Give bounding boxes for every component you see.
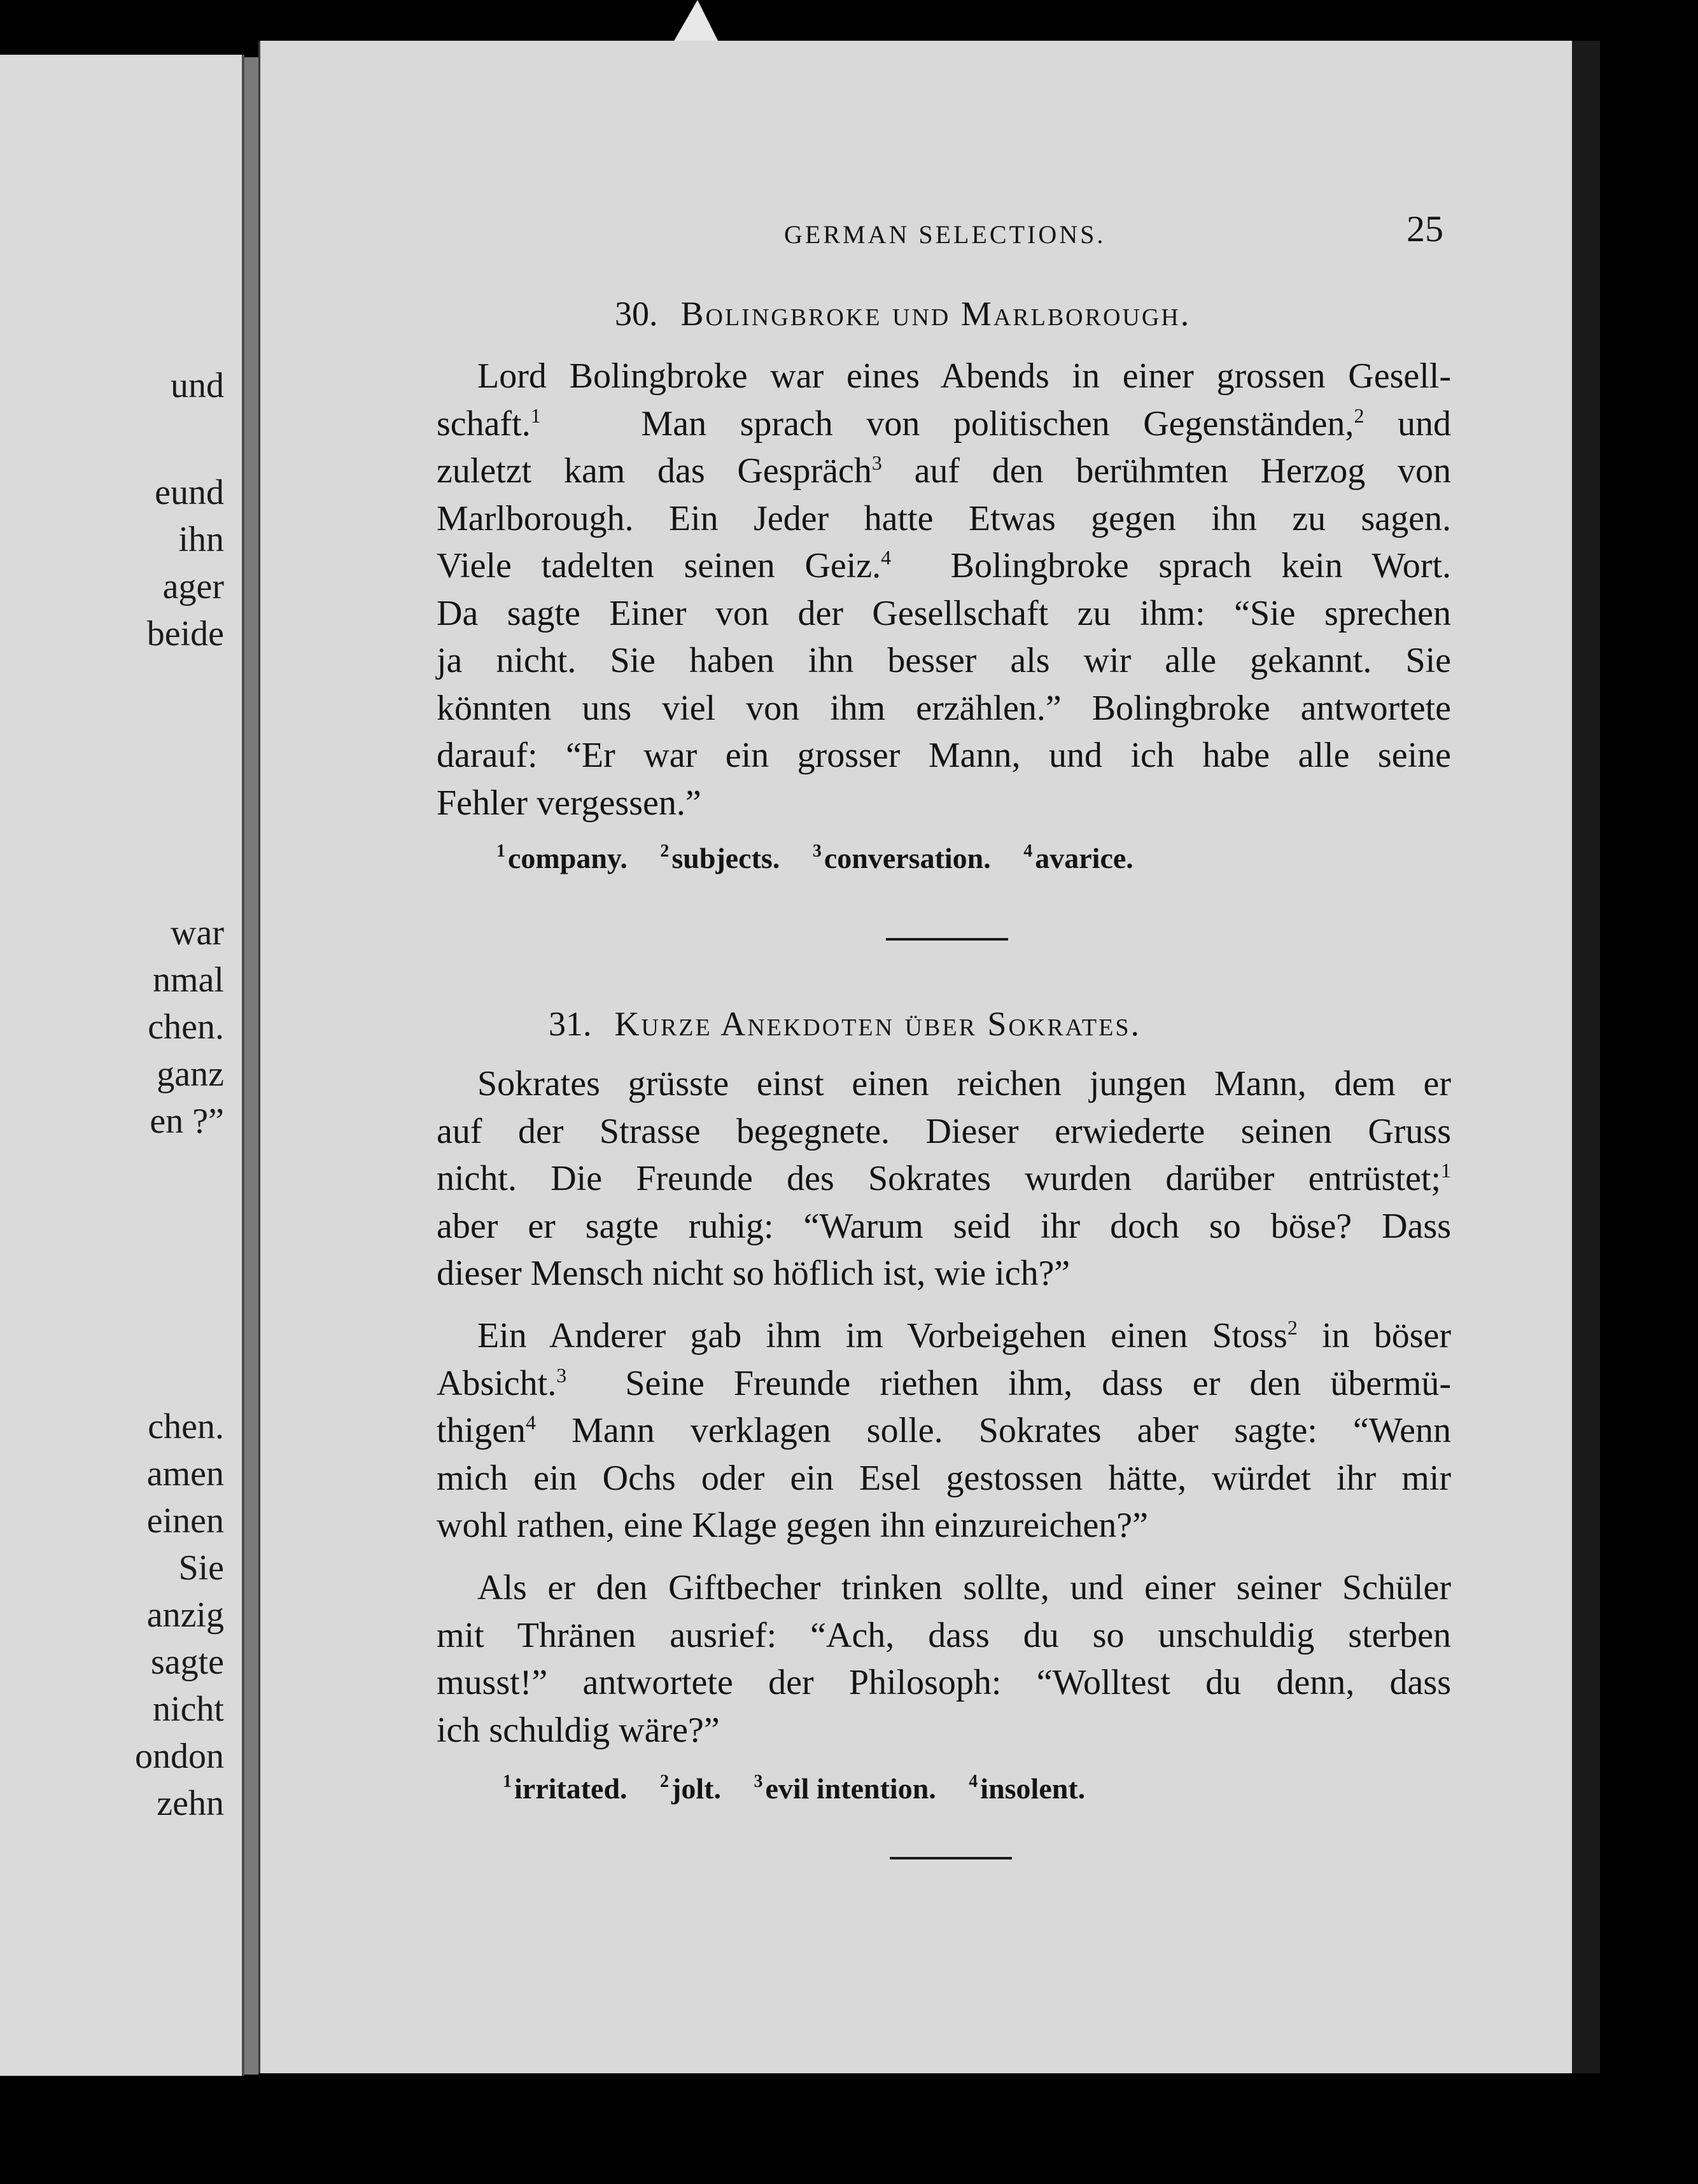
section-31-heading (549, 1004, 1141, 1044)
text-line: zuletzt kam das Gespräch$^3$ auf den berühmten Herzog von (437, 451, 1451, 491)
text-line: könnten uns viel von ihm erzählen.” Bolingbroke antwortete (437, 688, 1451, 728)
left-fragment: Sie (178, 1548, 224, 1588)
footnote: $^3$conversation. (812, 841, 991, 874)
right-page (258, 41, 1576, 2073)
left-fragment: und (171, 366, 224, 405)
text-line: darauf: “Er war ein grosser Mann, und ich habe alle seine (437, 736, 1451, 775)
section-31-paragraph-2 (437, 1312, 1451, 1550)
text-line: Als er den Giftbecher trinken sollte, und einer seiner Schüler (477, 1568, 1451, 1607)
left-fragment: anzig (146, 1595, 224, 1635)
left-fragment: beide (146, 614, 224, 654)
section-31-paragraph-3 (437, 1564, 1451, 1754)
left-fragment: zehn (157, 1784, 224, 1823)
text-line: schaft.$^1$ Man sprach von politischen Gegenständen,$^2$ und (437, 403, 1452, 444)
text-line: mit Thränen ausrief: “Ach, dass du so unschuldig sterben (437, 1615, 1451, 1655)
text-line: ja nicht. Sie haben ihn besser als wir alle gekannt. Sie (437, 641, 1451, 680)
section-31-paragraph-1 (437, 1060, 1451, 1298)
text-line: Absicht.$^3$ Seine Freunde riethen ihm, dass er den übermü- (437, 1363, 1451, 1403)
left-page (0, 55, 244, 2076)
left-fragment: ondon (135, 1737, 224, 1776)
section-30-heading (615, 294, 1191, 333)
left-fragment: ganz (157, 1054, 224, 1094)
left-fragment: nmal (153, 960, 224, 1000)
left-fragment: chen. (148, 1407, 224, 1446)
left-fragment: en ?” (150, 1102, 224, 1141)
footnote: $^1$company. (496, 841, 628, 874)
left-fragment: eund (155, 473, 224, 512)
section-title: Kurze Anekdoten über Sokrates. (614, 1005, 1141, 1043)
left-fragment: sagte (150, 1642, 224, 1682)
text-line: Ein Anderer gab ihm im Vorbeigehen einen Stoss$^2$ in böser (477, 1316, 1451, 1355)
book-gutter (244, 57, 258, 2075)
section-31-footnotes (503, 1772, 1111, 1805)
text-line: ich schuldig wäre?” (437, 1710, 720, 1750)
text-line: thigen$^4$ Mann verklagen solle. Sokrates aber sagte: “Wenn (437, 1411, 1452, 1450)
left-fragment: war (171, 913, 224, 953)
section-30-paragraph (437, 353, 1451, 827)
text-line: dieser Mensch nicht so höflich ist, wie ich?” (437, 1254, 1070, 1293)
section-number: 30. (615, 295, 658, 333)
section-30-footnotes (496, 841, 1159, 875)
end-divider (890, 1857, 1012, 1859)
page-number: 25 (1407, 208, 1443, 249)
section-divider (886, 938, 1008, 941)
footnote: $^3$evil intention. (754, 1772, 936, 1805)
running-title: GERMAN SELECTIONS. (784, 220, 1106, 249)
page-edge-shadow (1572, 41, 1600, 2073)
footnote: $^2$jolt. (660, 1772, 721, 1805)
section-number: 31. (549, 1005, 592, 1043)
text-line: nicht. Die Freunde des Sokrates wurden darüber entrüstet;$^1$ (437, 1159, 1451, 1198)
left-fragment: einen (146, 1501, 224, 1541)
left-fragment: amen (146, 1454, 224, 1494)
left-fragment: chen. (148, 1007, 224, 1047)
text-line: Lord Bolingbroke war eines Abends in einer grossen Gesell- (477, 356, 1451, 396)
text-line: musst!” antwortete der Philosoph: “Wolltest du denn, dass (437, 1663, 1451, 1702)
text-line: auf der Strasse begegnete. Dieser erwiederte seinen Gruss (437, 1111, 1451, 1151)
text-line: Viele tadelten seinen Geiz.$^4$ Bolingbroke sprach kein Wort. (437, 546, 1452, 585)
left-fragment: ager (162, 567, 224, 606)
text-line: mich ein Ochs oder ein Esel gestossen hätte, würdet ihr mir (437, 1458, 1451, 1498)
footnote: $^4$avarice. (1023, 841, 1133, 874)
text-line: aber er sagte ruhig: “Warum seid ihr doch so böse? Dass (437, 1206, 1451, 1246)
footnote: $^4$insolent. (969, 1772, 1086, 1805)
text-line: Sokrates grüsste einst einen reichen jungen Mann, dem er (477, 1064, 1451, 1103)
text-line: wohl rathen, eine Klage gegen ihn einzureichen?” (437, 1506, 1148, 1545)
text-line: Da sagte Einer von der Gesellschaft zu ihm: “Sie sprechen (437, 593, 1451, 633)
left-fragment: nicht (153, 1690, 224, 1729)
text-line: Fehler vergessen.” (437, 783, 701, 823)
left-fragment: ihn (178, 520, 224, 559)
footnote: $^2$subjects. (660, 841, 780, 874)
section-title: Bolingbroke und Marlborough. (680, 295, 1191, 333)
footnote: $^1$irritated. (503, 1772, 628, 1805)
text-line: Marlborough. Ein Jeder hatte Etwas gegen ihn zu sagen. (437, 498, 1451, 538)
